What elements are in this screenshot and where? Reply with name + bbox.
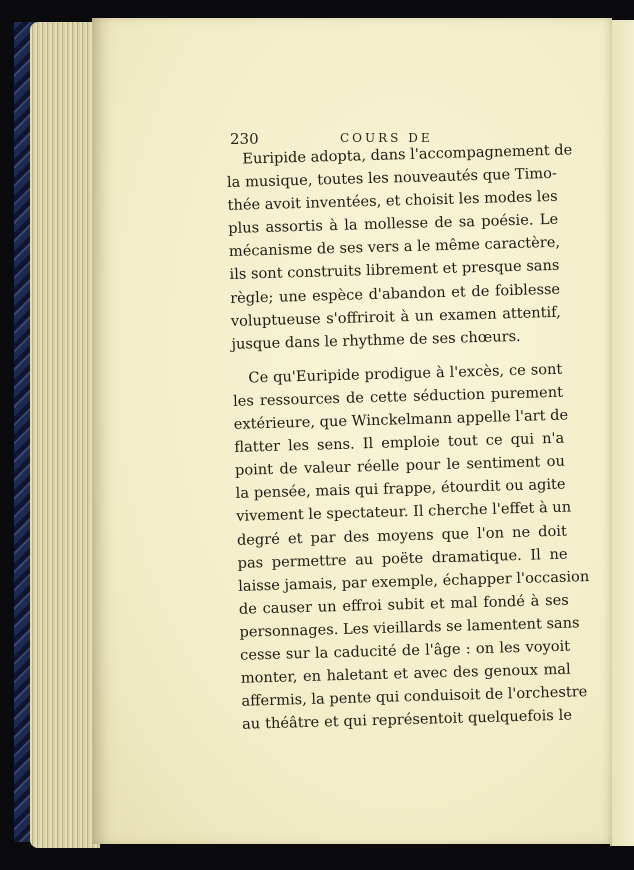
paragraph — [232, 358, 590, 737]
text-line: la pensée, mais qui frappe, étourdit ou agite — [235, 475, 566, 503]
text-line: pas permettre au poëte dramatique. Il ne — [237, 545, 568, 572]
text-line: de causer un effroi subit et mal fondé à ses — [238, 591, 569, 618]
text-line: ils sont construits librement et presque sans — [229, 257, 560, 284]
facing-page-edge — [610, 20, 634, 846]
text-line: cesse sur la caducité de l'âge : on les voyoit — [239, 637, 571, 664]
text-line: jusque dans le rhythme de ses chœurs. — [231, 327, 521, 353]
text-line: mécanisme de ses vers a le même caractère, — [228, 234, 561, 261]
text-line: flatter les sens. Il emploie tout ce qui n'a — [234, 429, 565, 457]
paragraph — [226, 139, 573, 356]
page-edges — [30, 22, 100, 848]
text-line: vivement le spectateur. Il cherche l'effet à un — [236, 498, 572, 526]
text-line: Euripide adopta, dans l'accompagnement de — [242, 141, 573, 168]
body-text — [226, 139, 590, 736]
text-line: Ce qu'Euripide prodigue à l'excès, ce sont — [248, 360, 563, 387]
text-line: degré et par des moyens que l'on ne doit — [236, 522, 568, 549]
text-line: affermis, la pente qui conduisoit de l'orchestre — [241, 683, 588, 710]
text-line: voluptueuse s'offriroit à un examen attentif, — [230, 303, 561, 330]
text-line: la musique, toutes les nouveautés que Timo- — [226, 164, 558, 192]
text-line: extérieure, que Winckelmann appelle l'art de — [233, 406, 569, 433]
text-line: les ressources de cette séduction purement — [232, 383, 564, 410]
text-line: plus assortis à la mollesse de sa poésie. Le — [228, 211, 559, 238]
text-line: monter, en haletant et avec des genoux mal — [240, 660, 571, 687]
text-line: règle; une espèce d'abandon et de foiblesse — [229, 280, 561, 307]
text-line: thée avoit inventées, et choisit les modes les — [227, 187, 558, 215]
page-number: 230 — [230, 130, 259, 148]
text-line: laisse jamais, par exemple, échapper l'occasion — [237, 567, 590, 595]
text-line: personnages. Les vieillards se lamentent sans — [239, 614, 580, 641]
text-line: point de valeur réelle pour le sentiment ou — [234, 452, 566, 480]
running-title: COURS DE — [340, 131, 433, 145]
text-line: au théâtre et qui représentoit quelquefois le — [241, 706, 573, 734]
